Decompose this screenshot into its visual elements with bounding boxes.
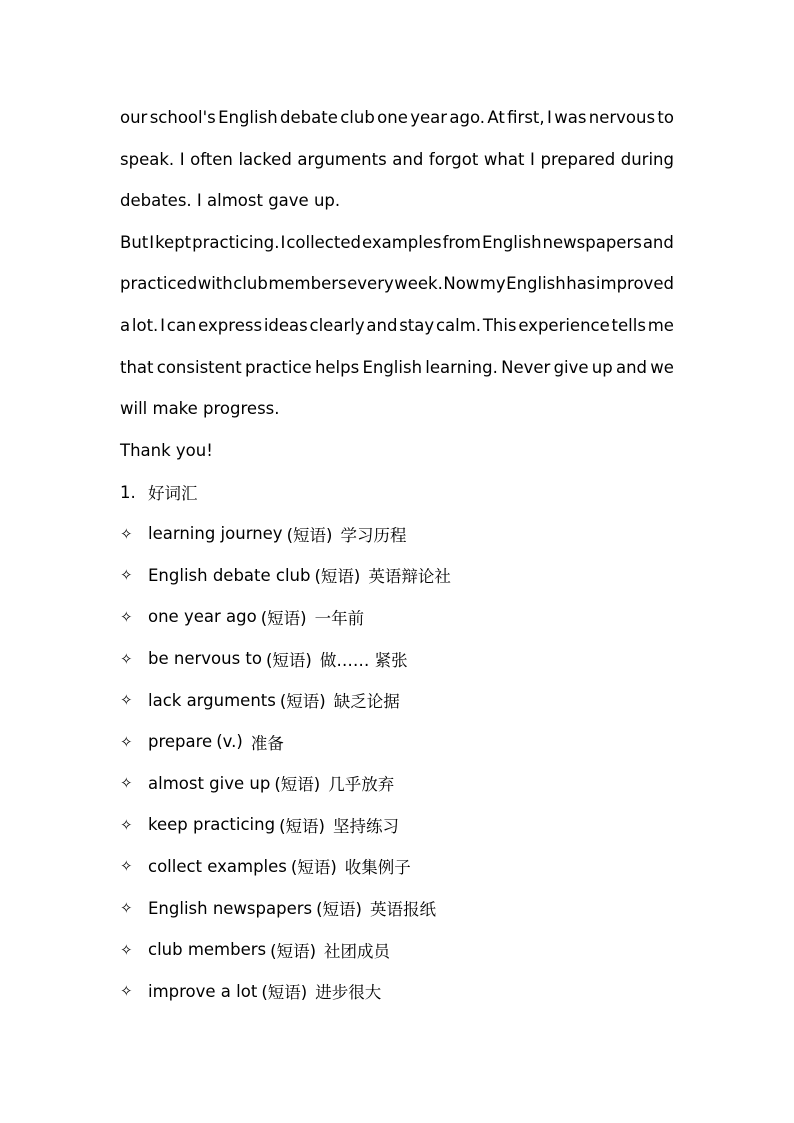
word: what: [483, 149, 525, 169]
word: give: [553, 357, 589, 377]
word: helps: [314, 357, 360, 377]
diamond-star-bullet-icon: ✧: [120, 649, 133, 668]
word: our: [120, 108, 148, 127]
vocab-item: [120, 970, 674, 1012]
vocab-term: English newspapers: [148, 898, 313, 918]
word: practiced: [120, 274, 198, 294]
word: English: [481, 232, 542, 252]
vocab-part-of-speech: (短语): [270, 941, 317, 961]
word: I: [547, 108, 552, 127]
word: calm.: [435, 315, 482, 335]
word: prepared: [540, 149, 616, 169]
word: year: [410, 108, 448, 127]
word: that: [120, 357, 154, 377]
section-heading: [120, 471, 674, 513]
vocab-meaning: 缺乏论据: [333, 692, 400, 712]
word: practice: [244, 357, 312, 377]
vocab-part-of-speech: (短语): [314, 567, 361, 587]
vocab-term: learning journey: [148, 524, 283, 544]
diamond-star-bullet-icon: ✧: [120, 940, 133, 959]
vocab-term: collect examples: [148, 856, 287, 876]
text-line: [120, 347, 674, 389]
paragraph-practice: [120, 222, 674, 430]
vocab-term: club members: [148, 940, 267, 960]
vocab-meaning: 社团成员: [324, 941, 391, 961]
text-line: [120, 222, 674, 264]
word: debate: [280, 108, 338, 127]
text-line: [120, 139, 674, 181]
paragraph-debate-intro: [120, 97, 674, 222]
vocab-term: one year ago: [148, 607, 257, 627]
word: learning.: [425, 357, 498, 377]
vocab-item: [120, 804, 674, 846]
vocab-meaning: 坚持练习: [332, 816, 399, 836]
word: club: [233, 274, 268, 294]
word: and: [615, 357, 648, 377]
diamond-star-bullet-icon: ✧: [120, 815, 133, 834]
word: up: [591, 357, 613, 377]
word: This: [482, 315, 517, 335]
word: members: [268, 274, 347, 294]
text-line: [120, 180, 674, 222]
vocab-part-of-speech: (短语): [316, 900, 362, 920]
word: kept: [155, 232, 192, 252]
vocab-term: English debate club: [148, 565, 311, 585]
vocab-item: [120, 929, 674, 971]
word: stay: [399, 315, 435, 335]
vocab-part-of-speech: (v.): [216, 732, 243, 752]
diamond-star-bullet-icon: ✧: [120, 982, 133, 1001]
diamond-star-bullet-icon: ✧: [120, 566, 133, 585]
vocab-item: [120, 887, 674, 929]
word: can: [166, 315, 197, 335]
word: arguments: [297, 149, 387, 169]
vocab-item: [120, 721, 674, 763]
diamond-star-bullet-icon: ✧: [120, 899, 133, 918]
word: often: [190, 149, 233, 169]
word: clearly: [309, 315, 365, 335]
word: forgot: [428, 149, 479, 169]
word: I: [160, 315, 165, 335]
word: nervous: [588, 108, 656, 127]
word: experience: [518, 315, 610, 335]
vocab-item: [120, 846, 674, 888]
word: practicing.: [192, 232, 280, 252]
word: we: [650, 357, 674, 377]
vocab-term: almost give up: [148, 773, 271, 793]
word: English: [218, 108, 278, 127]
word: Now: [443, 274, 480, 294]
word: examples: [361, 232, 442, 252]
word: At: [487, 108, 505, 127]
vocab-meaning: 几乎放弃: [328, 775, 395, 795]
text-line-content: debates. I almost gave up.: [120, 191, 341, 211]
word: and: [392, 149, 424, 169]
word: speak.: [120, 149, 175, 169]
text-line: [120, 97, 674, 139]
word: Never: [501, 357, 551, 377]
word: has: [566, 274, 596, 294]
vocab-term: improve a lot: [148, 981, 258, 1001]
word: school's: [149, 108, 216, 127]
word: to: [657, 108, 674, 127]
word: me: [647, 315, 674, 335]
word: tells: [611, 315, 646, 335]
word: English: [506, 274, 566, 294]
word: from: [442, 232, 481, 252]
word: was: [554, 108, 587, 127]
word: ago.: [449, 108, 485, 127]
diamond-star-bullet-icon: ✧: [120, 857, 133, 876]
word: lot.: [131, 315, 159, 335]
word: week.: [394, 274, 443, 294]
word: I: [179, 149, 185, 169]
vocab-meaning: 准备: [250, 733, 284, 753]
section-title: 好词汇: [148, 484, 198, 504]
word: English: [362, 357, 423, 377]
vocab-part-of-speech: (短语): [279, 692, 326, 712]
word: every: [347, 274, 394, 294]
word: first,: [507, 108, 545, 127]
text-line: [120, 388, 674, 430]
vocab-term: keep practicing: [148, 815, 276, 835]
document-content: [120, 97, 674, 1012]
vocab-meaning: 进步很大: [315, 983, 382, 1003]
section-number: 1.: [120, 482, 136, 502]
word: during: [620, 149, 674, 169]
word: and: [366, 315, 398, 335]
text-line: [120, 305, 674, 347]
word: with: [197, 274, 233, 294]
vocab-meaning: 英语辩论社: [368, 567, 451, 587]
word: a: [120, 315, 131, 335]
vocab-meaning: 收集例子: [344, 858, 411, 878]
word: lacked: [238, 149, 292, 169]
vocab-item: [120, 596, 674, 638]
vocab-meaning: 学习历程: [340, 525, 407, 545]
vocab-part-of-speech: (短语): [260, 608, 307, 628]
word: I: [280, 232, 286, 252]
vocab-part-of-speech: (短语): [266, 650, 312, 670]
word: one: [377, 108, 408, 127]
word: my: [479, 274, 506, 294]
text-line: [120, 263, 674, 305]
vocab-part-of-speech: (短语): [290, 858, 337, 878]
vocab-meaning: 做…… 紧张: [319, 650, 408, 670]
diamond-star-bullet-icon: ✧: [120, 691, 133, 710]
closing-text: Thank you!: [120, 440, 213, 460]
diamond-star-bullet-icon: ✧: [120, 732, 133, 751]
diamond-star-bullet-icon: ✧: [120, 524, 133, 543]
word: ideas: [263, 315, 308, 335]
vocab-item: [120, 679, 674, 721]
word: express: [198, 315, 263, 335]
vocab-part-of-speech: (短语): [279, 816, 325, 836]
vocab-list: [120, 513, 674, 1012]
word: club: [340, 108, 375, 127]
diamond-star-bullet-icon: ✧: [120, 607, 133, 626]
vocab-item: [120, 555, 674, 597]
word: But: [120, 232, 149, 252]
vocab-item: [120, 638, 674, 680]
vocab-term: lack arguments: [148, 690, 276, 710]
vocab-meaning: 一年前: [314, 608, 365, 628]
word: consistent: [156, 357, 242, 377]
vocab-item: [120, 513, 674, 555]
vocab-part-of-speech: (短语): [274, 775, 321, 795]
word: newspapers: [542, 232, 642, 252]
closing-line: [120, 430, 674, 472]
vocab-part-of-speech: (短语): [261, 983, 308, 1003]
text-line-content: will make progress.: [120, 399, 280, 419]
vocab-term: prepare: [148, 732, 213, 752]
vocab-meaning: 英语报纸: [370, 900, 436, 920]
word: I: [149, 232, 155, 252]
vocab-part-of-speech: (短语): [286, 525, 333, 545]
word: I: [530, 149, 535, 169]
word: collected: [286, 232, 361, 252]
word: improved: [595, 274, 674, 294]
vocab-item: [120, 763, 674, 805]
vocab-term: be nervous to: [148, 649, 262, 669]
diamond-star-bullet-icon: ✧: [120, 774, 133, 793]
word: and: [642, 232, 674, 252]
